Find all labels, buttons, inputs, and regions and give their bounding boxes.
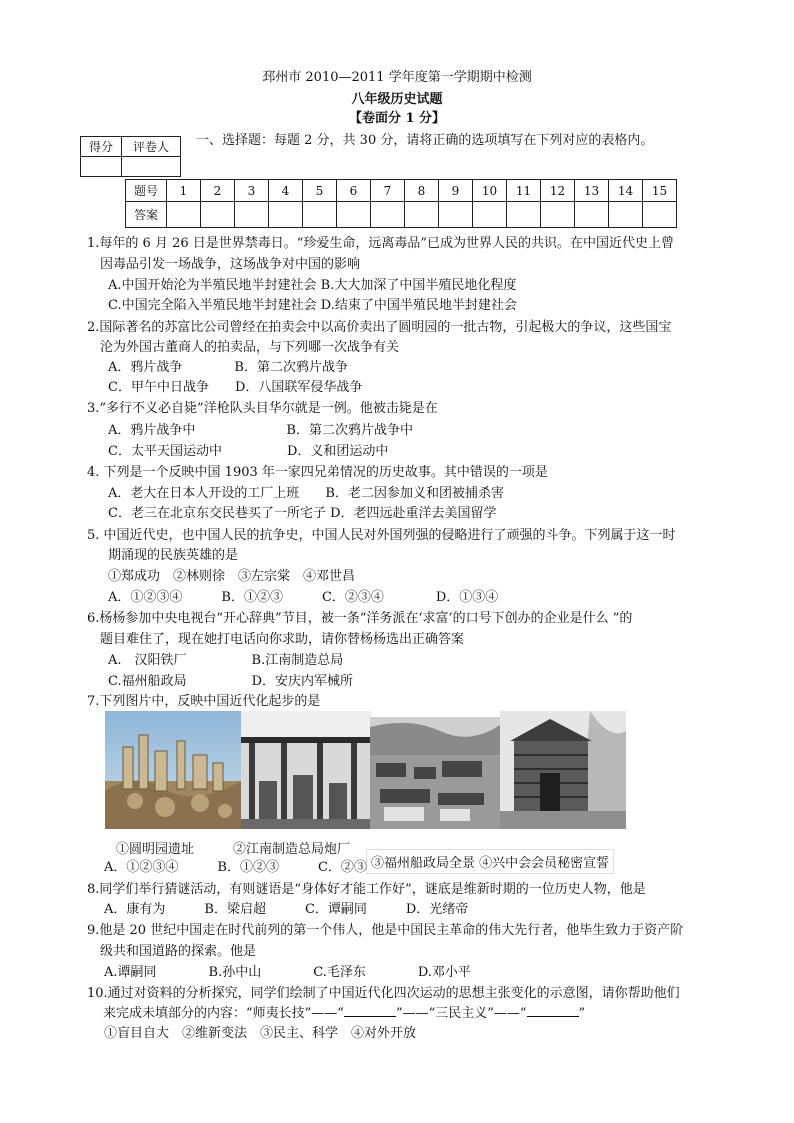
score-box-label-grader: 评卷人: [122, 137, 181, 157]
answer-table-number: 12: [541, 180, 575, 202]
q6-stem-line2: 题目难住了，现在她打电话向你求助，请你替杨杨选出正确答案: [100, 632, 465, 647]
photo-yuanmingyuan-ruins: [105, 711, 241, 829]
photo-xingzhonghui-oath: [500, 711, 626, 829]
q5-stem-line1: 5. 中国近代史，也中国人民的抗争史，中国人民对外国列强的侵略进行了顽强的斗争。下列属于这一时: [87, 528, 676, 543]
grader-box-cell[interactable]: [122, 157, 181, 177]
answer-table-row2-label: 答案: [126, 202, 167, 228]
q5-items: ①郑成功 ②林则徐 ③左宗棠 ④邓世昌: [108, 569, 356, 584]
q3-options-line1: A．鸦片战争中 B．第二次鸦片战争中: [108, 423, 413, 438]
q8-stem: 8.同学们举行猜谜活动，有则谜语是“身体好才能工作好”，谜底是维新时期的一位历史人物，他是: [87, 882, 646, 897]
answer-table-number: 14: [609, 180, 643, 202]
q8-options: A．康有为 B．梁启超 C．谭嗣同 D．光绪帝: [104, 902, 469, 917]
answer-table-cell[interactable]: [337, 202, 371, 228]
q9-stem-line1: 9.他是 20 世纪中国走在时代前列的第一个伟人，他是中国民主革命的伟大先行者，他毕生致力于资产阶: [87, 923, 684, 938]
answer-table-cell[interactable]: [541, 202, 575, 228]
score-note: 【卷面分 1 分】: [348, 111, 446, 126]
answer-table-cell[interactable]: [269, 202, 303, 228]
q6-options-line2: C.福州船政局 D．安庆内军械所: [108, 674, 354, 689]
answer-table-number: 11: [507, 180, 541, 202]
photo-fuzhou-shipyard: [370, 717, 500, 829]
answer-table-number: 3: [235, 180, 269, 202]
score-box: [80, 136, 181, 177]
q7-options: A．①②③④ B．①②③ C．②③: [104, 860, 367, 875]
q5-stem-line2: 期涌现的民族英雄的是: [108, 548, 239, 563]
q4-options-line1: A．老大在日本人开设的工厂上班 B．老二因参加义和团被捕杀害: [108, 486, 504, 501]
q6-options-line1: A. 汉阳铁厂 B.江南制造总局: [108, 653, 344, 668]
q10-items: ①盲目自大 ②维新变法 ③民主、科学 ④对外开放: [104, 1026, 417, 1041]
q1-options-line2: C.中国完全陷入半殖民地半封建社会 D.结束了中国半殖民地半封建社会: [108, 298, 517, 313]
answer-table-number: 4: [269, 180, 303, 202]
answer-table-number: 10: [473, 180, 507, 202]
answer-table-cell[interactable]: [167, 202, 201, 228]
q2-stem-line2: 沦为外国古董商人的拍卖品，与下列哪一次战争有关: [100, 340, 400, 355]
q2-stem-line1: 2.国际著名的苏富比公司曾经在拍卖会中以高价卖出了圆明园的一批古物，引起极大的争议，这些国宝: [87, 320, 672, 335]
q6-stem-line1: 6.杨杨参加中央电视台“开心辞典”节目，被一条“洋务派在‘求富’的口号下创办的企业是什么 ”的: [87, 611, 633, 626]
q7-caption-1: ①圆明园遗址: [116, 842, 195, 857]
q3-stem: 3.“多行不义必自毙”洋枪队头目华尔就是一例。他被击毙是在: [87, 401, 438, 416]
q10-text-a: 来完成未填部分的内容：“师夷长技”——“: [103, 1006, 344, 1021]
answer-table-number: 1: [167, 180, 201, 202]
q5-options: A．①②③④ B．①②③ C．②③④ D．①③④: [108, 590, 499, 605]
exam-subtitle: 八年级历史试题: [351, 92, 443, 107]
answer-table-number: 13: [575, 180, 609, 202]
answer-table-cell[interactable]: [643, 202, 677, 228]
q9-stem-line2: 级共和国道路的探索。他是: [100, 944, 257, 959]
answer-table: [125, 179, 677, 228]
q2-options-line1: A．鸦片战争 B．第二次鸦片战争: [108, 360, 348, 375]
answer-table-cell[interactable]: [507, 202, 541, 228]
answer-table-number: 9: [439, 180, 473, 202]
answer-table-number: 8: [405, 180, 439, 202]
answer-table-cell[interactable]: [235, 202, 269, 228]
answer-table-cell[interactable]: [609, 202, 643, 228]
answer-table-cell[interactable]: [473, 202, 507, 228]
score-box-cell[interactable]: [81, 157, 122, 177]
q4-stem: 4. 下列是一个反映中国 1903 年一家四兄弟情况的历史故事。其中错误的一项是: [87, 465, 548, 480]
q10-text-b: ”——“三民主义”——“: [395, 1006, 527, 1021]
answer-table-number: 5: [303, 180, 337, 202]
answer-table-row1-label: 题号: [126, 180, 167, 202]
answer-table-number: 15: [643, 180, 677, 202]
answer-table-cell[interactable]: [303, 202, 337, 228]
q10-blank-2[interactable]: [527, 1004, 579, 1017]
q1-stem-line2: 因毒品引发一场战争，这场战争对中国的影响: [100, 257, 361, 272]
score-box-label-score: 得分: [81, 137, 122, 157]
exam-title: 邳州市 2010—2011 学年度第一学期期中检测: [262, 70, 532, 85]
q1-options-line1: A.中国开始沦为半殖民地半封建社会 B.大大加深了中国半殖民地化程度: [108, 278, 517, 293]
answer-table-number: 7: [371, 180, 405, 202]
q10-blank-1[interactable]: [344, 1004, 396, 1017]
q3-options-line2: C．太平天国运动中 D．义和团运动中: [108, 444, 389, 459]
answer-table-cell[interactable]: [405, 202, 439, 228]
q10-stem-line2: [103, 1004, 585, 1024]
answer-table-cell[interactable]: [439, 202, 473, 228]
answer-table-number: 2: [201, 180, 235, 202]
answer-table-cell[interactable]: [575, 202, 609, 228]
answer-table-cell[interactable]: [371, 202, 405, 228]
answer-table-number: 6: [337, 180, 371, 202]
q10-text-c: ”: [578, 1006, 586, 1021]
q1-stem-line1: 1.每年的 6 月 26 日是世界禁毒日。“珍爱生命，远离毒品”已成为世界人民的共识。在中国近代史上曾: [87, 236, 675, 251]
answer-table-cell[interactable]: [201, 202, 235, 228]
q2-options-line2: C．甲午中日战争 D．八国联军侵华战争: [108, 380, 363, 395]
q10-stem-line1: 10.通过对资料的分析探究，同学们绘制了中国近代化四次运动的思想主张变化的示意图，请你帮助他们: [87, 986, 680, 1001]
q4-options-line2: C．老三在北京东交民巷买了一所宅子 D．老四远赴重洋去美国留学: [108, 506, 497, 521]
q7-caption-2: ②江南制造总局炮厂: [233, 842, 351, 857]
q9-options: A.谭嗣同 B.孙中山 C.毛泽东 D.邓小平: [104, 965, 471, 980]
photo-jiangnan-arsenal: [241, 711, 371, 829]
q7-caption-3-4: ③福州船政局全景 ④兴中会会员秘密宣誓: [366, 849, 614, 874]
q7-stem: 7.下列图片中，反映中国近代化起步的是: [87, 694, 321, 709]
section-1-title: 一、选择题：每题 2 分，共 30 分，请将正确的选项填写在下列对应的表格内。: [196, 133, 654, 148]
